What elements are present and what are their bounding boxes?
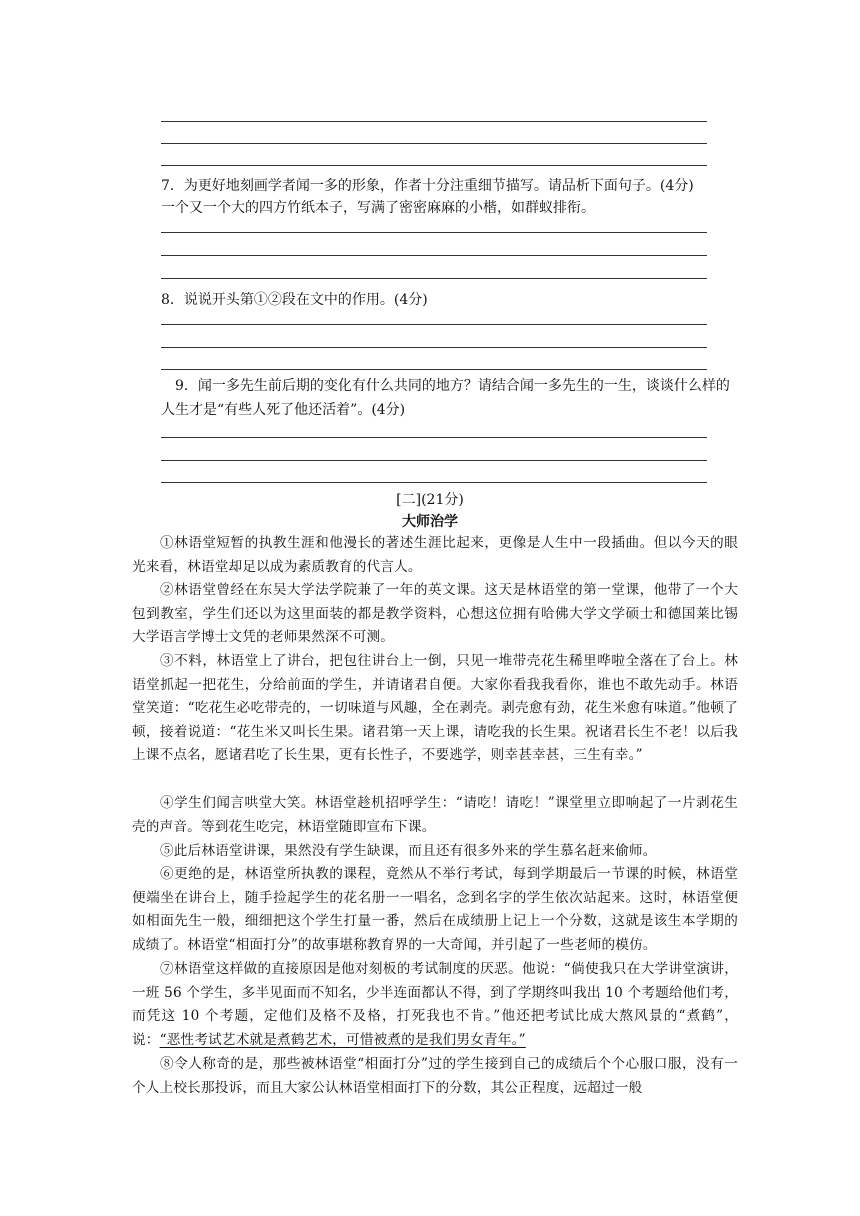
question-8-label: 8．说说开头第①②段在文中的作用。(4分) xyxy=(161,292,428,308)
paragraph-2: ②林语堂曾经在东吴大学法学院兼了一年的英文课。这天是林语堂的第一堂课，他带了一个大包到教室，学生们还以为这里面装的都是教学资料，心想这位拥有哈佛大学文学硕士和德国莱比锡大学语言学博士文凭的老师果然深不可测。 xyxy=(132,582,738,646)
paragraph-7-text: ⑦林语堂这样做的直接原因是他对刻板的考试制度的厌恶。他说：“倘使我只在大学讲堂演讲，一班 56 个学生，多半见面而不知名，少半连面都认不得，到了学期终叫我出 10 个考题给他们考，而凭这 10 个考题，定他们及格不及格，打死我也不肯。”他还把考试比成大熬风景的“煮鹤”，说： xyxy=(132,961,738,1048)
question-7-label: 7．为更好地刻画学者闻一多的形象，作者十分注重细节描写。请品析下面句子。(4分) xyxy=(161,178,694,194)
paragraph-7-underlined-quote: “恶性考试艺术就是煮鹤艺术，可惜被煮的是我们男女青年。” xyxy=(159,1031,526,1048)
paragraph-6: ⑥更绝的是，林语堂所执教的课程，竟然从不举行考试，每到学期最后一节课的时候，林语堂便端坐在讲台上，随手捡起学生的花名册一一唱名，念到名字的学生依次站起来。这时，林语堂便如相面先生一般，细细把这个学生打量一番，然后在成绩册上记上一个分数，这就是该生本学期的成绩了。林语堂“相面打分”的故事堪称教育界的一大奇闻，并引起了一些老师的模仿。 xyxy=(132,866,738,953)
answer-line[interactable] xyxy=(161,278,707,279)
answer-line[interactable] xyxy=(161,165,707,166)
answer-line[interactable] xyxy=(161,143,707,144)
paragraph-4: ④学生们闻言哄堂大笑。林语堂趁机招呼学生：“请吃！请吃！”课堂里立即响起了一片剥花生壳的声音。等到花生吃完，林语堂随即宣布下课。 xyxy=(132,795,738,835)
answer-line[interactable] xyxy=(161,324,707,325)
answer-line[interactable] xyxy=(161,121,707,122)
answer-line[interactable] xyxy=(161,482,707,483)
question-7-quote: 一个又一个大的四方竹纸本子，写满了密密麻麻的小楷，如群蚁排衔。 xyxy=(161,200,595,216)
section-header: [二](21分) xyxy=(396,492,464,508)
answer-line[interactable] xyxy=(161,232,707,233)
answer-line[interactable] xyxy=(161,437,707,438)
answer-line[interactable] xyxy=(161,255,707,256)
paragraph-8: ⑧令人称奇的是，那些被林语堂“相面打分”过的学生接到自己的成绩后个个心服口服，没有一个人上校长那投诉，而且大家公认林语堂相面打下的分数，其公正程度，远超过一般 xyxy=(132,1056,738,1096)
article-title: 大师治学 xyxy=(402,514,458,530)
paragraph-1: ①林语堂短暂的执教生涯和他漫长的著述生涯比起来，更像是人生中一段插曲。但以今天的眼光来看，林语堂却足以成为素质教育的代言人。 xyxy=(132,535,738,575)
question-9-label: 9．闻一多先生前后期的变化有什么共同的地方？请结合闻一多先生的一生，谈谈什么样的人生才是“有些人死了他还活着”。(4分) xyxy=(161,378,730,418)
answer-line[interactable] xyxy=(161,369,707,370)
paragraph-3: ③不料，林语堂上了讲台，把包往讲台上一倒，只见一堆带壳花生稀里哗啦全落在了台上。林语堂抓起一把花生，分给前面的学生，并请诸君自便。大家你看我我看你，谁也不敢先动手。林语堂笑道：“吃花生必吃带壳的，一切味道与风趣，全在剥壳。剥壳愈有劲，花生米愈有味道。”他顿了顿，接着说道：“花生米又叫长生果。诸君第一天上课，请吃我的长生果。祝诸君长生不老！以后我上课不点名，愿诸君吃了长生果，更有长性子，不要逃学，则幸甚幸甚，三生有幸。” xyxy=(132,653,738,764)
answer-line[interactable] xyxy=(161,460,707,461)
answer-line[interactable] xyxy=(161,347,707,348)
paragraph-7 xyxy=(132,958,738,1052)
paragraph-5: ⑤此后林语堂讲课，果然没有学生缺课，而且还有很多外来的学生慕名赶来偷师。 xyxy=(160,843,657,859)
